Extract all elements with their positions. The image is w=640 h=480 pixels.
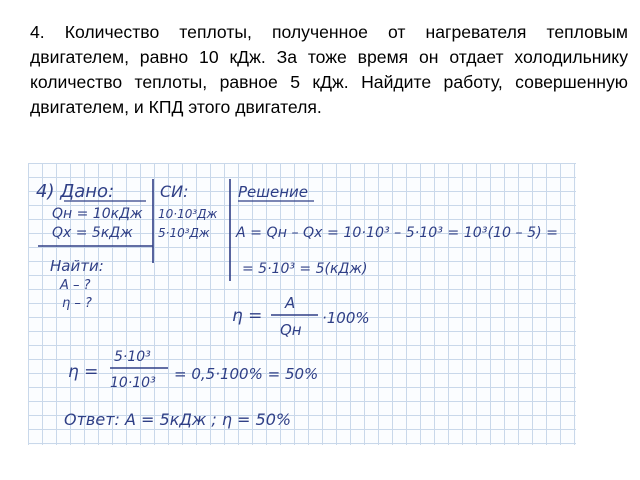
formula-numerator: A <box>285 294 296 312</box>
calc-lhs: η = <box>68 362 99 382</box>
find-work: A – ? <box>60 278 91 293</box>
given-heat-cold: Qх = 5кДж <box>52 225 133 241</box>
find-efficiency: η – ? <box>62 296 92 311</box>
problem-statement: 4. Количество теплоты, полученное от нагревателя тепловым двигателем, равно 10 кДж. За тоже время он отдает холодильнику количество теплоты, равное 5 кДж. Найдите работу, совершенную двигателем, и КПД этого двигателя. <box>30 22 628 117</box>
calc-denominator: 10·10³ <box>110 375 156 391</box>
solution-label: Решение <box>238 183 309 201</box>
given-label: 4) Дано: <box>36 181 115 202</box>
handwritten-solution <box>28 163 576 445</box>
formula-rhs: ·100% <box>322 309 370 327</box>
work-result: = 5·10³ = 5(кДж) <box>242 261 368 277</box>
si-value-2: 5·10³Дж <box>158 226 210 240</box>
si-label: СИ: <box>160 182 189 201</box>
solution-drawing <box>28 163 576 445</box>
work-equation: A = Qн – Qх = 10·10³ – 5·10³ = 10³(10 – 5) = <box>234 225 559 241</box>
si-value-1: 10·10³Дж <box>158 207 218 221</box>
given-heat-hot: Qн = 10кДж <box>52 206 143 222</box>
formula-lhs: η = <box>232 306 263 326</box>
answer: Ответ: A = 5кДж ; η = 50% <box>64 410 292 429</box>
find-label: Найти: <box>50 257 104 275</box>
formula-denominator: Qн <box>280 321 302 339</box>
calc-result: = 0,5·100% = 50% <box>174 365 319 383</box>
calc-numerator: 5·10³ <box>114 349 151 365</box>
